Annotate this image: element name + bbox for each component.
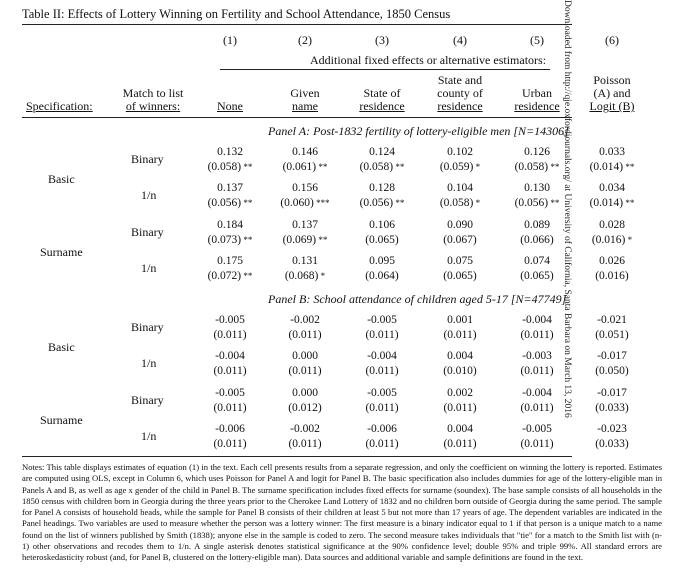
coefficient: -0.005 bbox=[215, 387, 245, 399]
coefficient: 0.126 bbox=[524, 146, 550, 158]
panel-a-match-label: 1/n bbox=[141, 188, 157, 202]
panel-b-estimate-cell bbox=[270, 313, 340, 343]
table-notes: Notes: This table displays estimates of equation (1) in the text. Each cell presents results from a separate regression, and only the coefficient on winning the lottery is reported. Estimates are computed using OLS, except in Column 6, which uses Poisson for Panel A and logit for Panel B. The basic specification also includes dummies for age of the lottery-eligible man in Panels A and B, as well as age x gender of the child in Panel B. The surname specification includes fixed effects for surname (soundex). The base sample consists of all households in the 1850 census with children born in Georgia during the three years prior to the Cherokee Land Lottery of 1832 and no children born outside of Georgia during the same period. The sample for Panel A consists of household heads, while the sample for Panel B consists of their children at least 5 but not more than 17 years of age. The dependent variables are indicated in the Panel headings. Two variables are used to measure whether the person was a lottery winner: The first measure is a binary indicator equal to 1 if that person is a unique match to a name found on the list of winners published by Smith (1838); anyone else in the sample is coded to zero. The second measure takes individuals that "tie" for a match to the Smith list with (n-1) other observations and recodes them to 1/n. A single asterisk denotes statistical significance at the 90% confidence level; double 95% and triple 99%. All standard errors are heteroskedasticity robust (and, for Panel B, clustered on the lottery-eligible man). Data sources and additional variable and sample definitions are found in the text. bbox=[22, 462, 662, 563]
panel-a-estimate-cell bbox=[347, 254, 417, 284]
coefficient: 0.004 bbox=[447, 423, 473, 435]
coefficient: 0.184 bbox=[217, 219, 243, 231]
coefficient: 0.028 bbox=[599, 219, 625, 231]
standard-error: (0.011) bbox=[365, 329, 399, 341]
coefficient: 0.128 bbox=[369, 182, 395, 194]
coefficient: 0.137 bbox=[217, 182, 243, 194]
standard-error: (0.011) bbox=[288, 438, 322, 450]
standard-error: (0.060) *** bbox=[280, 197, 330, 209]
significance-stars: ** bbox=[241, 162, 253, 172]
panel-b-estimate-cell bbox=[577, 313, 647, 343]
standard-error: (0.010) bbox=[443, 365, 477, 377]
significance-stars: * bbox=[473, 198, 481, 208]
coefficient: 0.130 bbox=[524, 182, 550, 194]
standard-error: (0.011) bbox=[288, 329, 322, 341]
standard-error: (0.056) ** bbox=[514, 197, 560, 209]
coefficient: -0.005 bbox=[215, 314, 245, 326]
column-number: (1) bbox=[223, 33, 237, 47]
column-number: (5) bbox=[530, 33, 544, 47]
panel-b-match-label: 1/n bbox=[141, 429, 157, 443]
standard-error: (0.011) bbox=[213, 329, 247, 341]
coefficient: -0.004 bbox=[522, 387, 552, 399]
column-number: (2) bbox=[298, 33, 312, 47]
panel-a-estimate-cell bbox=[195, 145, 265, 175]
significance-stars: ** bbox=[241, 198, 253, 208]
coefficient: -0.017 bbox=[597, 350, 627, 362]
coefficient: -0.006 bbox=[215, 423, 245, 435]
significance-stars: ** bbox=[623, 162, 635, 172]
panel-a-estimate-cell bbox=[270, 181, 340, 211]
significance-stars: ** bbox=[316, 235, 328, 245]
panel-a-estimate-cell bbox=[425, 181, 495, 211]
significance-stars: ** bbox=[241, 235, 253, 245]
panel-b-estimate-cell bbox=[577, 386, 647, 416]
coefficient: 0.124 bbox=[369, 146, 395, 158]
standard-error: (0.072) ** bbox=[207, 270, 253, 282]
panel-b-match-label: Binary bbox=[131, 393, 164, 407]
coefficient: -0.002 bbox=[290, 423, 320, 435]
standard-error: (0.011) bbox=[213, 365, 247, 377]
panel-b-estimate-cell bbox=[270, 386, 340, 416]
panel-b-estimate-cell bbox=[270, 422, 340, 452]
panel-b-surname-label: Surname bbox=[40, 413, 83, 427]
standard-error: (0.011) bbox=[213, 438, 247, 450]
standard-error: (0.058) * bbox=[439, 197, 481, 209]
standard-error: (0.066) bbox=[520, 234, 554, 246]
standard-error: (0.014) ** bbox=[589, 197, 635, 209]
panel-a-estimate-cell bbox=[270, 145, 340, 175]
standard-error: (0.016) * bbox=[591, 234, 633, 246]
panel-a-estimate-cell bbox=[425, 145, 495, 175]
coefficient: -0.005 bbox=[367, 314, 397, 326]
standard-error: (0.011) bbox=[520, 329, 554, 341]
standard-error: (0.056) ** bbox=[359, 197, 405, 209]
panel-b-estimate-cell bbox=[195, 313, 265, 343]
coefficient: 0.001 bbox=[447, 314, 473, 326]
panel-b-estimate-cell bbox=[577, 422, 647, 452]
standard-error: (0.069) ** bbox=[282, 234, 328, 246]
coefficient: 0.074 bbox=[524, 255, 550, 267]
panel-a-estimate-cell bbox=[577, 218, 647, 248]
standard-error: (0.065) bbox=[443, 270, 477, 282]
coefficient: -0.004 bbox=[522, 314, 552, 326]
panel-a-estimate-cell bbox=[577, 181, 647, 211]
standard-error: (0.050) bbox=[595, 365, 629, 377]
standard-error: (0.011) bbox=[520, 438, 554, 450]
standard-error: (0.056) ** bbox=[207, 197, 253, 209]
coefficient: 0.026 bbox=[599, 255, 625, 267]
standard-error: (0.058) ** bbox=[514, 161, 560, 173]
panel-b-estimate-cell bbox=[195, 349, 265, 379]
panel-b-estimate-cell bbox=[195, 386, 265, 416]
coefficient: -0.006 bbox=[367, 423, 397, 435]
coefficient: 0.106 bbox=[369, 219, 395, 231]
coefficient: 0.002 bbox=[447, 387, 473, 399]
panel-a-estimate-cell bbox=[425, 254, 495, 284]
panel-b-estimate-cell bbox=[347, 386, 417, 416]
column-header: Poisson (A) and Logit (B) bbox=[589, 73, 635, 113]
standard-error: (0.058) ** bbox=[207, 161, 253, 173]
panel-b-match-label: 1/n bbox=[141, 356, 157, 370]
significance-stars: ** bbox=[393, 162, 405, 172]
panel-b-match-label: Binary bbox=[131, 320, 164, 334]
coefficient: -0.021 bbox=[597, 314, 627, 326]
significance-stars: ** bbox=[241, 271, 253, 281]
coefficient: -0.004 bbox=[367, 350, 397, 362]
coefficient: 0.132 bbox=[217, 146, 243, 158]
coefficient: 0.000 bbox=[292, 387, 318, 399]
column-header: State and county of residence bbox=[437, 73, 483, 113]
panel-a-heading: Panel A: Post-1832 fertility of lottery-eligible men [N=14306] bbox=[268, 124, 569, 138]
panel-a-estimate-cell bbox=[195, 181, 265, 211]
standard-error: (0.011) bbox=[288, 365, 322, 377]
panel-b-heading: Panel B: School attendance of children aged 5-17 [N=47749] bbox=[268, 292, 567, 306]
column-header: State of residence bbox=[359, 86, 405, 113]
standard-error: (0.068) * bbox=[284, 270, 326, 282]
panel-a-estimate-cell bbox=[577, 145, 647, 175]
coefficient: 0.146 bbox=[292, 146, 318, 158]
coefficient: 0.075 bbox=[447, 255, 473, 267]
standard-error: (0.016) bbox=[595, 270, 629, 282]
super-header: Additional fixed effects or alternative estimators: bbox=[310, 53, 547, 67]
download-watermark: Downloaded from http://qje.oxfordjournals.org/ at University of California, Santa Barbara on March 13, 2016 bbox=[562, 0, 572, 418]
bottom-rule bbox=[22, 456, 572, 457]
panel-b-estimate-cell bbox=[425, 313, 495, 343]
standard-error: (0.011) bbox=[365, 438, 399, 450]
column-header: None bbox=[217, 99, 243, 113]
coefficient: -0.003 bbox=[522, 350, 552, 362]
panel-a-match-label: Binary bbox=[131, 225, 164, 239]
coefficient: 0.156 bbox=[292, 182, 318, 194]
significance-stars: ** bbox=[316, 162, 328, 172]
standard-error: (0.011) bbox=[213, 402, 247, 414]
significance-stars: * bbox=[318, 271, 326, 281]
coefficient: 0.090 bbox=[447, 219, 473, 231]
panel-a-match-label: Binary bbox=[131, 152, 164, 166]
standard-error: (0.011) bbox=[443, 329, 477, 341]
significance-stars: ** bbox=[548, 198, 560, 208]
column-header: Urban residence bbox=[514, 86, 560, 113]
standard-error: (0.011) bbox=[365, 402, 399, 414]
standard-error: (0.065) bbox=[520, 270, 554, 282]
panel-a-estimate-cell bbox=[270, 218, 340, 248]
coefficient: -0.023 bbox=[597, 423, 627, 435]
coefficient: 0.131 bbox=[292, 255, 318, 267]
panel-b-estimate-cell bbox=[577, 349, 647, 379]
panel-b-estimate-cell bbox=[502, 422, 572, 452]
standard-error: (0.051) bbox=[595, 329, 629, 341]
coefficient: -0.005 bbox=[522, 423, 552, 435]
coefficient: 0.034 bbox=[599, 182, 625, 194]
standard-error: (0.011) bbox=[443, 402, 477, 414]
standard-error: (0.012) bbox=[288, 402, 322, 414]
panel-a-estimate-cell bbox=[195, 254, 265, 284]
significance-stars: ** bbox=[393, 198, 405, 208]
coefficient: 0.095 bbox=[369, 255, 395, 267]
panel-b-estimate-cell bbox=[270, 349, 340, 379]
standard-error: (0.059) * bbox=[439, 161, 481, 173]
panel-b-estimate-cell bbox=[347, 349, 417, 379]
panel-b-estimate-cell bbox=[347, 422, 417, 452]
standard-error: (0.011) bbox=[520, 365, 554, 377]
coefficient: -0.004 bbox=[215, 350, 245, 362]
standard-error: (0.011) bbox=[443, 438, 477, 450]
panel-b-basic-label: Basic bbox=[48, 340, 75, 354]
coefficient: 0.137 bbox=[292, 219, 318, 231]
standard-error: (0.058) ** bbox=[359, 161, 405, 173]
significance-stars: * bbox=[625, 235, 633, 245]
top-rule bbox=[22, 24, 572, 25]
panel-a-estimate-cell bbox=[195, 218, 265, 248]
coefficient: -0.002 bbox=[290, 314, 320, 326]
panel-a-match-label: 1/n bbox=[141, 261, 157, 275]
significance-stars: ** bbox=[623, 198, 635, 208]
standard-error: (0.065) bbox=[365, 234, 399, 246]
coefficient: -0.017 bbox=[597, 387, 627, 399]
panel-a-estimate-cell bbox=[347, 145, 417, 175]
coefficient: 0.104 bbox=[447, 182, 473, 194]
coefficient: 0.033 bbox=[599, 146, 625, 158]
coefficient: 0.175 bbox=[217, 255, 243, 267]
coefficient: 0.000 bbox=[292, 350, 318, 362]
significance-stars: * bbox=[473, 162, 481, 172]
panel-b-estimate-cell bbox=[425, 386, 495, 416]
standard-error: (0.064) bbox=[365, 270, 399, 282]
panel-b-estimate-cell bbox=[195, 422, 265, 452]
spec-header: Specification: bbox=[26, 99, 93, 113]
coefficient: 0.089 bbox=[524, 219, 550, 231]
panel-a-estimate-cell bbox=[577, 254, 647, 284]
panel-a-estimate-cell bbox=[347, 181, 417, 211]
standard-error: (0.033) bbox=[595, 438, 629, 450]
coefficient: 0.004 bbox=[447, 350, 473, 362]
column-number: (3) bbox=[375, 33, 389, 47]
standard-error: (0.061) ** bbox=[282, 161, 328, 173]
panel-b-estimate-cell bbox=[425, 422, 495, 452]
panel-b-estimate-cell bbox=[425, 349, 495, 379]
super-header-rule bbox=[220, 69, 550, 70]
standard-error: (0.073) ** bbox=[207, 234, 253, 246]
significance-stars: ** bbox=[548, 162, 560, 172]
header-rule bbox=[22, 117, 572, 118]
panel-a-estimate-cell bbox=[425, 218, 495, 248]
standard-error: (0.011) bbox=[520, 402, 554, 414]
standard-error: (0.011) bbox=[365, 365, 399, 377]
panel-a-surname-label: Surname bbox=[40, 245, 83, 259]
standard-error: (0.014) ** bbox=[589, 161, 635, 173]
column-header: Given name bbox=[290, 86, 320, 113]
column-number: (6) bbox=[605, 33, 619, 47]
standard-error: (0.033) bbox=[595, 402, 629, 414]
coefficient: -0.005 bbox=[367, 387, 397, 399]
table-title: Table II: Effects of Lottery Winning on Fertility and School Attendance, 1850 Census bbox=[22, 7, 451, 21]
standard-error: (0.067) bbox=[443, 234, 477, 246]
panel-a-basic-label: Basic bbox=[48, 172, 75, 186]
significance-stars: *** bbox=[313, 198, 330, 208]
panel-a-estimate-cell bbox=[270, 254, 340, 284]
panel-a-estimate-cell bbox=[347, 218, 417, 248]
panel-b-estimate-cell bbox=[347, 313, 417, 343]
coefficient: 0.102 bbox=[447, 146, 473, 158]
column-number: (4) bbox=[453, 33, 467, 47]
match-header: Match to list of winners: bbox=[122, 86, 184, 113]
